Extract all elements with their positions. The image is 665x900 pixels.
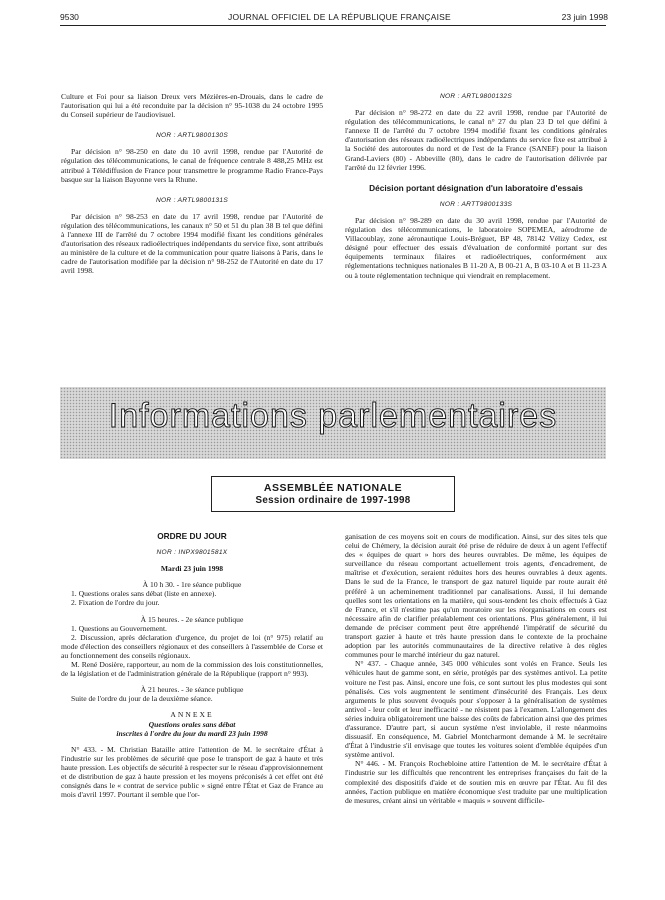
paragraph: Par décision n° 98-250 en date du 10 avril 1998, rendue par l'Autorité de régulation des télécommunications, le canal de fréquence centrale 8 488,25 MHz est attribué à Télédiffusion de France pour transmettre le programme Radio France-Pays basque sur la liaison Bayonne vers la Rhune.	[61, 147, 323, 184]
paragraph: Par décision n° 98-253 en date du 17 avril 1998, rendue par l'Autorité de régulation des télécommunications, les canaux n° 50 et 51 du plan 38 B tel que défini à l'annexe III de l'arrêté du 7 octobre 1994 modifié fixant les conditions générales d'autorisation des réseaux radioélectriques indépendants du service fixe, sont attribués au ministère de la culture et de la communication pour quatre liaisons à Paris, dans le cadre de l'autorisation modifiée par la décision n° 98-252 de l'Autorité en date du 17 avril 1998.	[61, 211, 323, 276]
nor-reference: NOR : ARTL9800131S	[155, 196, 229, 204]
annex-title: ANNEXE	[170, 710, 214, 720]
agenda-item: 1. Questions au Gouvernement.	[71, 623, 167, 633]
sitting-heading: À 10 h 30. - 1re séance publique	[142, 580, 242, 590]
bottom-right-column	[345, 532, 607, 805]
banner-title: Informations parlementaires	[108, 397, 558, 435]
session-name: Session ordinaire de 1997-1998	[255, 495, 411, 506]
agenda-item: M. René Dosière, rapporteur, au nom de la commission des lois constitutionnelles, de la législation et de l'administration générale de la République (rapport n° 993).	[61, 660, 323, 679]
paragraph: Par décision n° 98-289 en date du 30 avril 1998, rendue par l'Autorité de régulation des télécommunications, le laboratoire SOPEMEA, aérodrome de Villacoublay, zone aéronautique Louis-Bréguet, BP 48, 78142 Vélizy Cedex, est désigné pour effectuer des essais d'évaluation de conformité portant sur des équipements terminaux filaires et radioélectriques, conformément aux réglementations techniques nationales B 11-20 A, B 00-21 A, B 03-10 A et B 11-23 A ou à toute réglementation technique qui viendrait en remplacement.	[345, 215, 607, 280]
nor-reference: NOR : ARTL9800132S	[439, 93, 513, 100]
question-paragraph: N° 446. - M. François Rochebloine attire l'attention de M. le secrétaire d'État à l'industrie sur les difficultés que rencontrent les entreprises françaises du fait de la complexité des dispositifs d'aide et de soutien mis en œuvre par l'État. Au fil des années, l'action publique en matière économique s'est traduite par une multiplication de mesures, créant ainsi un véritable « maquis » souvent difficile-	[345, 759, 607, 805]
sitting-heading: À 21 heures. - 3e séance publique	[140, 685, 244, 695]
question-paragraph: N° 433. - M. Christian Bataille attire l'attention de M. le secrétaire d'État à l'industrie sur les problèmes de sécurité que pose le transport de gaz à haute et très haute pression. Les objectifs de sécurité à respecter sur le réseau d'approvisionnement et de distribution de gaz à haute pression et les moyens préconisés à cet effet ont été consignés dans le « contrat de service public » signé entre l'État et Gaz de France au mois d'avril 1997. Pourtant il semble que l'or-	[61, 744, 323, 800]
date-heading: Mardi 23 juin 1998	[160, 564, 224, 574]
agenda-item: 2. Fixation de l'ordre du jour.	[71, 598, 160, 608]
paragraph: Culture et Foi pour sa liaison Dreux vers Mézières-en-Drouais, dans le cadre de l'autorisation qui lui a été reconduite par la décision n° 95-1038 du 24 octobre 1995 du Conseil supérieur de l'audiovisuel.	[61, 92, 323, 120]
assembly-box	[211, 476, 455, 512]
section-heading: Décision portant désignation d'un laboratoire d'essais	[369, 182, 583, 193]
assembly-name: ASSEMBLÉE NATIONALE	[263, 482, 403, 494]
bottom-left-column	[61, 532, 323, 799]
annex-subtitle: Questions orales sans débat	[148, 719, 236, 729]
top-left-column	[61, 92, 323, 276]
agenda-item: 1. Questions orales sans débat (liste en annexe).	[71, 589, 217, 599]
journal-title: JOURNAL OFFICIEL DE LA RÉPUBLIQUE FRANÇAISE	[228, 12, 451, 22]
page-number: 9530	[60, 12, 79, 22]
nor-reference: NOR : ARTT9800133S	[439, 200, 513, 208]
nor-reference: NOR : ARTL9800130S	[155, 132, 229, 140]
top-right-column	[345, 92, 607, 280]
issue-date: 23 juin 1998	[561, 12, 608, 22]
header-rule	[60, 25, 606, 26]
agenda-item: 2. Discussion, après déclaration d'urgence, du projet de loi (n° 975) relatif au mode d'élection des conseillers régionaux et des conseillers à l'assemblée de Corse et au fonctionnement des conseils régionaux.	[61, 632, 323, 660]
paragraph: ganisation de ces moyens soit en cours de modification. Ainsi, sur des sites tels que celui de Chémery, la décision aurait été prise de réduire de deux à un agent l'effectif des « équipes de quart » hors des heures ouvrables. De même, les équipes de surveillance du réseau comportant actuellement trois agents, d'encadrement, de maîtrise et d'exécution, seraient réduites hors des heures ouvrables à deux agents. Dans le sud de la France, le transport de gaz naturel liquide par route aurait été préféré à un acheminement traditionnel par canalisations. Aussi, il lui demande quelles sont les orientations en la matière, qui sous-tendent les choix effectués à Gaz de France, et s'il n'estime pas qu'un moratoire sur les réorganisations en cours est nécessaire afin de clarifier préalablement ces orientations. Plus généralement, il lui demande de préciser comment peut être appréhendé l'impératif de sécurité du transport gazier à haute et très haute pression dans le contexte de la prochaine adoption par les autorités communautaires de la directive relative à des règles communes pour le marché intérieur du gaz naturel.	[345, 532, 607, 660]
agenda-title: ORDRE DU JOUR	[157, 531, 227, 541]
annex-subtitle: inscrites à l'ordre du jour du mardi 23 juin 1998	[116, 728, 268, 738]
nor-reference: NOR : INPX9801581X	[156, 549, 228, 557]
paragraph: Par décision n° 98-272 en date du 22 avril 1998, rendue par l'Autorité de régulation des télécommunications, le canal n° 27 du plan 23 D tel que défini à l'annexe II de l'arrêté du 7 octobre 1994 modifié fixant les conditions générales d'autorisation des réseaux radioélectriques indépendants du service fixe est attribué à la Société des autoroutes du nord et de l'est de la France (SANEF) pour la liaison Grand-Laviers (80) - Abbeville (80), dans le cadre de l'autorisation délivrée par l'arrêté du 12 février 1996.	[345, 108, 607, 172]
agenda-item: Suite de l'ordre du jour de la deuxième séance.	[71, 694, 213, 704]
question-paragraph: N° 437. - Chaque année, 345 000 véhicules sont volés en France. Seuls les véhicules haut de gamme sont, en série, protégés par des systèmes antivol. La petite voiture ne l'est pas. Ainsi, encore une fois, ce sont surtout les plus modestes qui sont pénalisés. Ces vols augmentent le sentiment d'insécurité des Français. Les deux arguments le plus souvent évoqués pour s'opposer à la généralisation de systèmes antivol - leur coût et leur inefficacité - ne résistent pas à l'examen. L'allongement des séries induira obligatoirement une baisse des coûts de fabrication ainsi que des primes d'assurance. D'autre part, si aucun système n'est inviolable, il reste néanmoins dissuasif. En conséquence, M. Gabriel Montcharmont demande à M. le secrétaire d'État à l'industrie s'il envisage que toutes les voitures soient d'emblée équipées d'un système antivol.	[345, 659, 607, 760]
section-banner	[60, 387, 606, 459]
sitting-heading: À 15 heures. - 2e séance publique	[140, 614, 244, 624]
